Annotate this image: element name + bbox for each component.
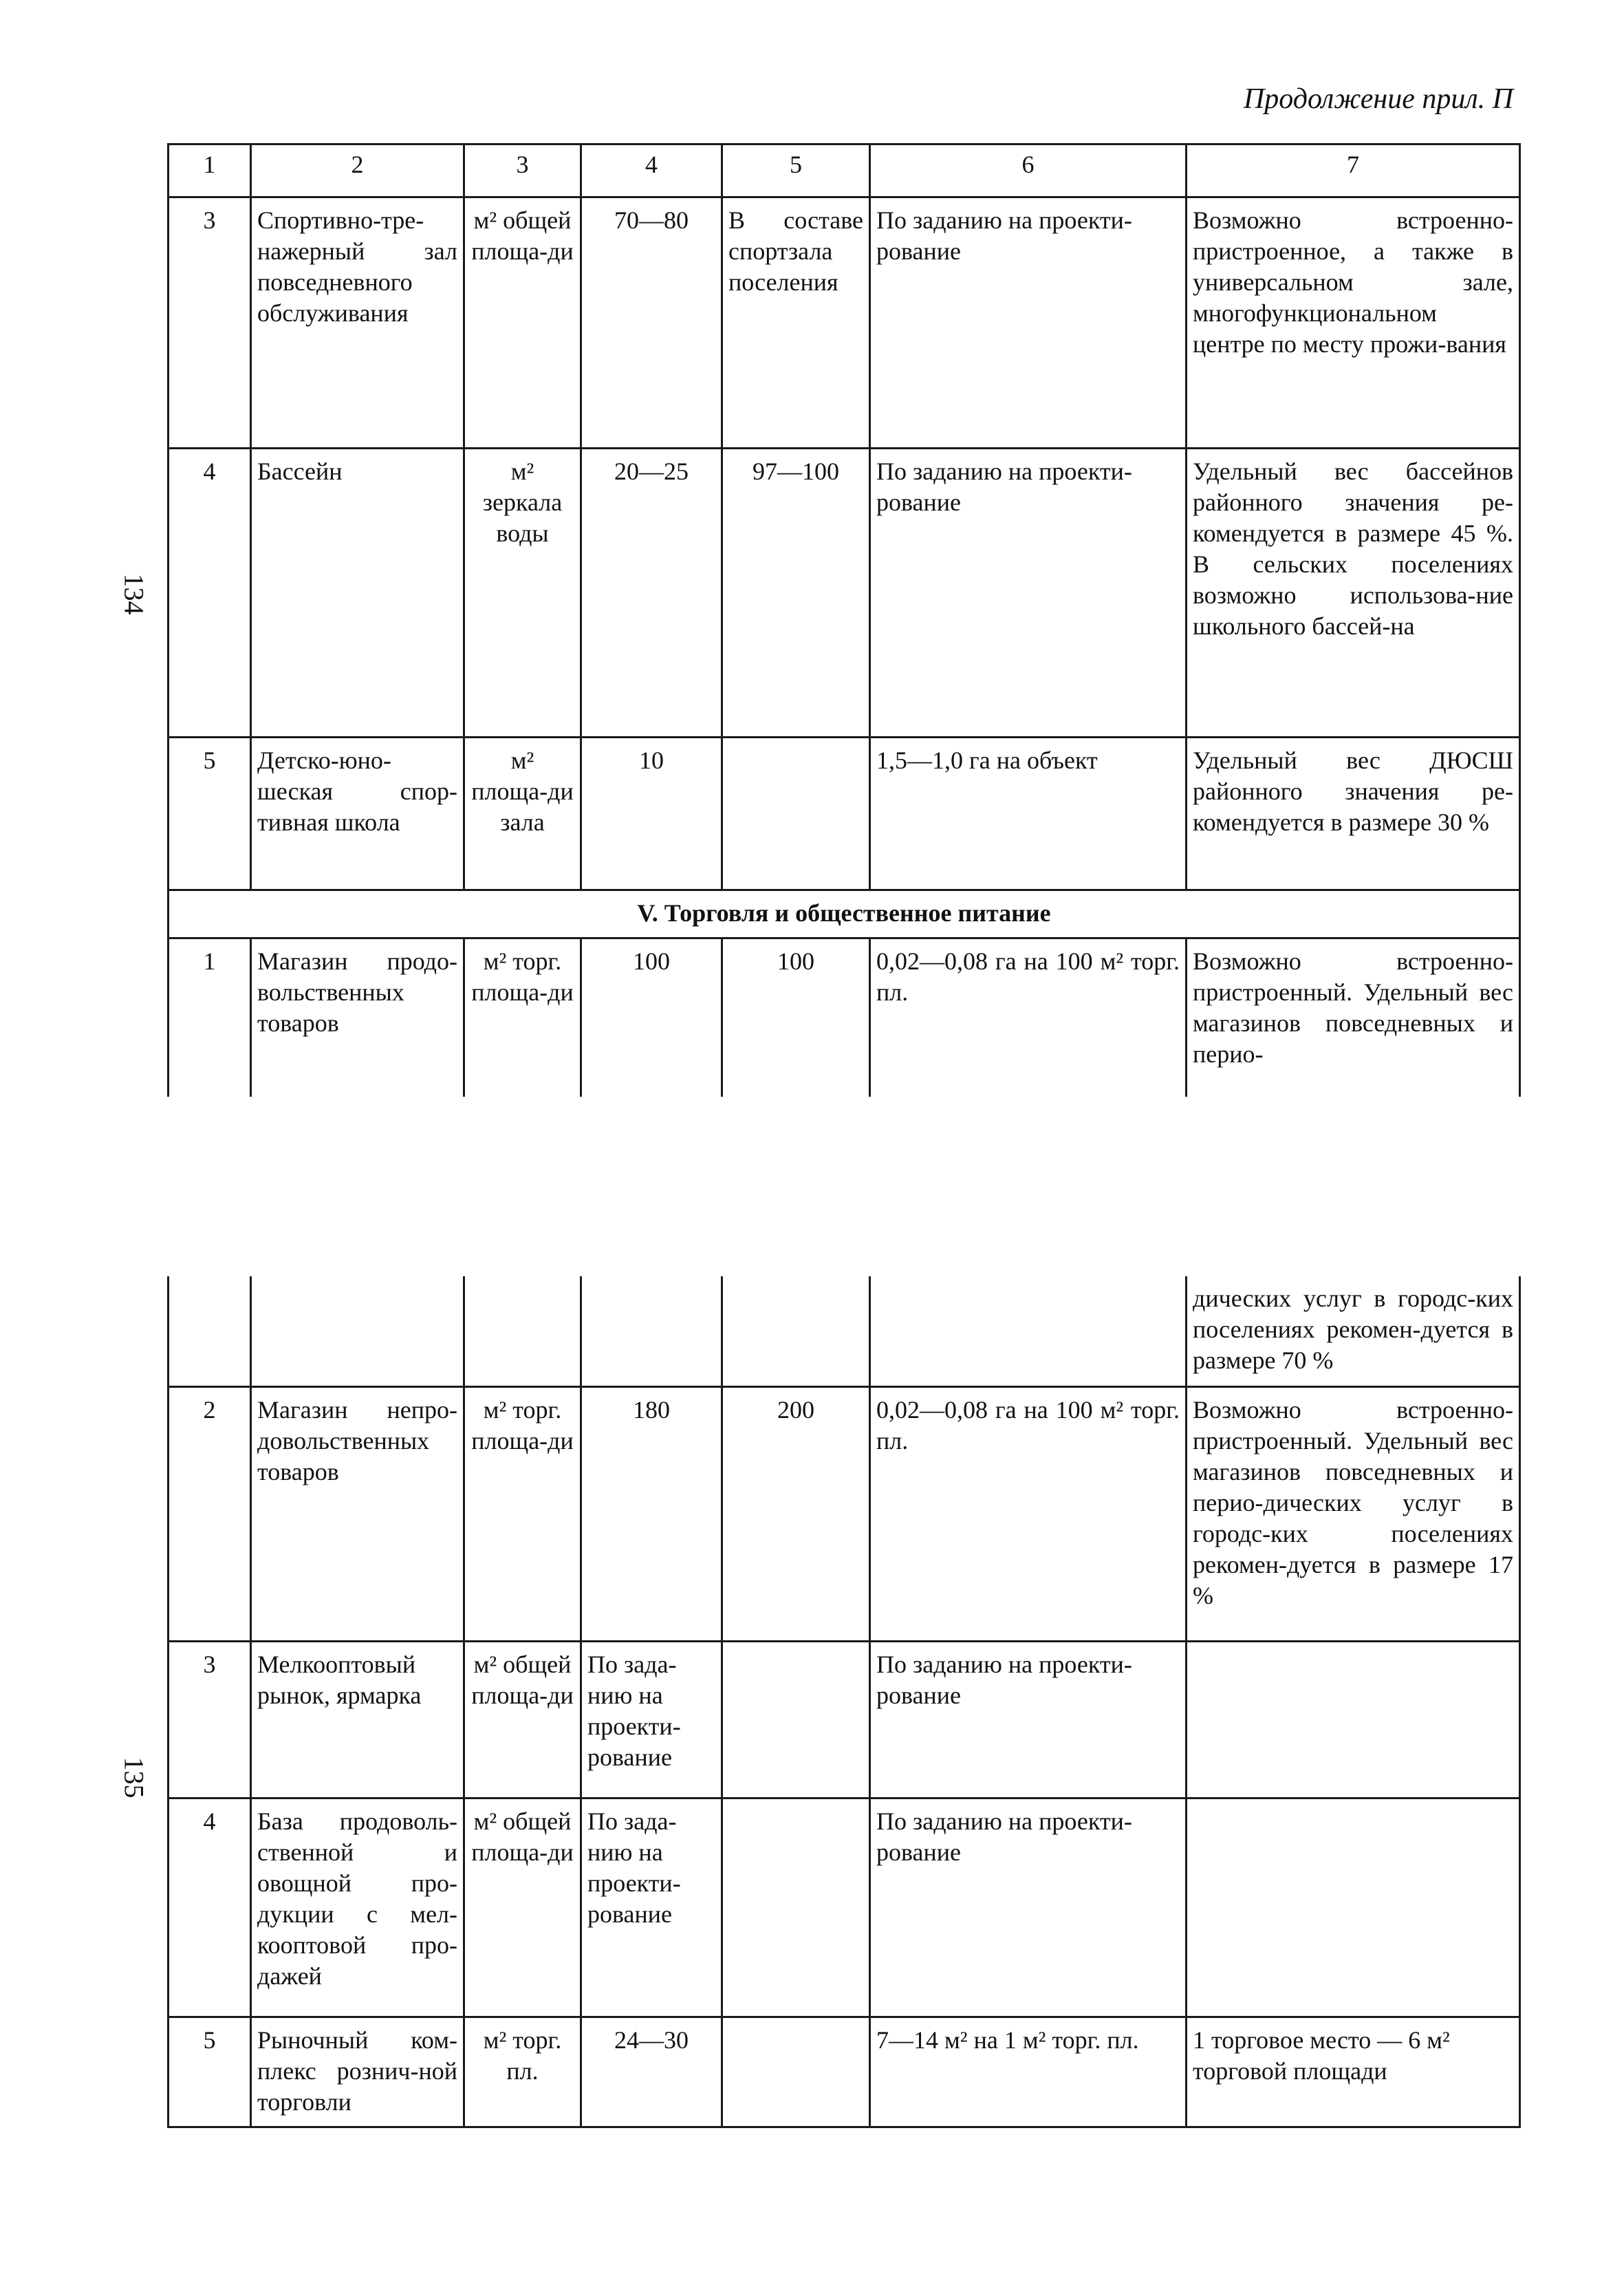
row-number: 3 (169, 1641, 251, 1798)
empty-cell (464, 1276, 581, 1386)
unit-cell: м² общей площа-ди (464, 1798, 581, 2017)
value-col5 (722, 1641, 870, 1798)
page-number-135: 135 (118, 1757, 150, 1799)
value-col5 (722, 738, 870, 890)
value-col4: 180 (581, 1386, 722, 1641)
facility-name: Магазин непро-довольственных товаров (251, 1386, 464, 1641)
unit-cell: м² торг. площа-ди (464, 938, 581, 1097)
value-col6: 7—14 м² на 1 м² торг. пл. (870, 2017, 1187, 2127)
value-col5: 200 (722, 1386, 870, 1641)
value-col6: По заданию на проекти-рование (870, 449, 1187, 738)
note-col7 (1187, 1641, 1520, 1798)
note-col7: Возможно встроенно-пристроенный. Удельный вес магазинов повседневных и перио-дических услуг в городс-ких поселениях рекомен-дуется в размере 17 % (1187, 1386, 1520, 1641)
row-number: 3 (169, 197, 251, 449)
table-row (169, 449, 1520, 738)
note-col7 (1187, 1798, 1520, 2017)
table-row (169, 1641, 1520, 1798)
unit-cell: м² торг. пл. (464, 2017, 581, 2127)
value-col4: 20—25 (581, 449, 722, 738)
note-col7: Удельный вес ДЮСШ районного значения ре-комендуется в размере 30 % (1187, 738, 1520, 890)
note-col7: Возможно встроенно-пристроенное, а также в универсальном зале, многофункциональном центре по месту прожи-вания (1187, 197, 1520, 449)
column-header: 5 (722, 144, 870, 197)
table-row (169, 1798, 1520, 2017)
note-col7: Удельный вес бассейнов районного значения ре-комендуется в размере 45 %. В сельских поселениях возможно использова-ние школьного бассей-на (1187, 449, 1520, 738)
row-number: 4 (169, 449, 251, 738)
column-header: 7 (1187, 144, 1520, 197)
value-col4: По зада-нию на проекти-рование (581, 1641, 722, 1798)
unit-cell: м² зеркала воды (464, 449, 581, 738)
value-col6: По заданию на проекти-рование (870, 1641, 1187, 1798)
note-col7: дических услуг в городс-ких поселениях рекомен-дуется в размере 70 % (1187, 1276, 1520, 1386)
value-col5: 100 (722, 938, 870, 1097)
section-title: V. Торговля и общественное питание (169, 890, 1520, 938)
note-col7: 1 торговое место — 6 м² торговой площади (1187, 2017, 1520, 2127)
column-header: 6 (870, 144, 1187, 197)
table-row (169, 197, 1520, 449)
empty-cell (169, 1276, 251, 1386)
table-row (169, 2017, 1520, 2127)
empty-cell (722, 1276, 870, 1386)
value-col6: По заданию на проекти-рование (870, 197, 1187, 449)
unit-cell: м² общей площа-ди (464, 1641, 581, 1798)
value-col4: 100 (581, 938, 722, 1097)
column-header: 1 (169, 144, 251, 197)
table-part-2 (167, 1276, 1521, 2128)
row-number: 4 (169, 1798, 251, 2017)
facility-name: Рыночный ком-плекс рознич-ной торговли (251, 2017, 464, 2127)
column-header: 3 (464, 144, 581, 197)
unit-cell: м² общей площа-ди (464, 197, 581, 449)
column-header-row (169, 144, 1520, 197)
value-col5: 97—100 (722, 449, 870, 738)
facility-name: Мелкооптовый рынок, ярмарка (251, 1641, 464, 1798)
value-col4: По зада-нию на проекти-рование (581, 1798, 722, 2017)
empty-cell (251, 1276, 464, 1386)
empty-cell (581, 1276, 722, 1386)
value-col6: 0,02—0,08 га на 100 м² торг. пл. (870, 1386, 1187, 1641)
table-row (169, 1386, 1520, 1641)
note-col7: Возможно встроенно-пристроенный. Удельный вес магазинов повседневных и перио- (1187, 938, 1520, 1097)
table-part-1 (167, 143, 1521, 1097)
continuation-header: Продолжение прил. П (1243, 83, 1513, 115)
table-row (169, 738, 1520, 890)
value-col6: 1,5—1,0 га на объект (870, 738, 1187, 890)
unit-cell: м² торг. площа-ди (464, 1386, 581, 1641)
facility-name: Детско-юно-шеская спор-тивная школа (251, 738, 464, 890)
value-col4: 10 (581, 738, 722, 890)
page-number-134: 134 (118, 573, 150, 615)
column-header: 4 (581, 144, 722, 197)
value-col6: По заданию на проекти-рование (870, 1798, 1187, 2017)
unit-cell: м² площа-ди зала (464, 738, 581, 890)
value-col4: 24—30 (581, 2017, 722, 2127)
facility-name: Магазин продо-вольственных товаров (251, 938, 464, 1097)
value-col5 (722, 1798, 870, 2017)
empty-cell (870, 1276, 1187, 1386)
table-row (169, 938, 1520, 1097)
table-row-continuation (169, 1276, 1520, 1386)
facility-name: Спортивно-тре-нажерный зал повседневного обслуживания (251, 197, 464, 449)
row-number: 1 (169, 938, 251, 1097)
section-row (169, 890, 1520, 938)
column-header: 2 (251, 144, 464, 197)
facility-name: Бассейн (251, 449, 464, 738)
value-col5 (722, 2017, 870, 2127)
row-number: 2 (169, 1386, 251, 1641)
value-col6: 0,02—0,08 га на 100 м² торг. пл. (870, 938, 1187, 1097)
value-col4: 70—80 (581, 197, 722, 449)
row-number: 5 (169, 2017, 251, 2127)
facility-name: База продоволь-ственной и овощной про-дукции с мел-кооптовой про-дажей (251, 1798, 464, 2017)
row-number: 5 (169, 738, 251, 890)
value-col5: В составе спортзала поселения (722, 197, 870, 449)
